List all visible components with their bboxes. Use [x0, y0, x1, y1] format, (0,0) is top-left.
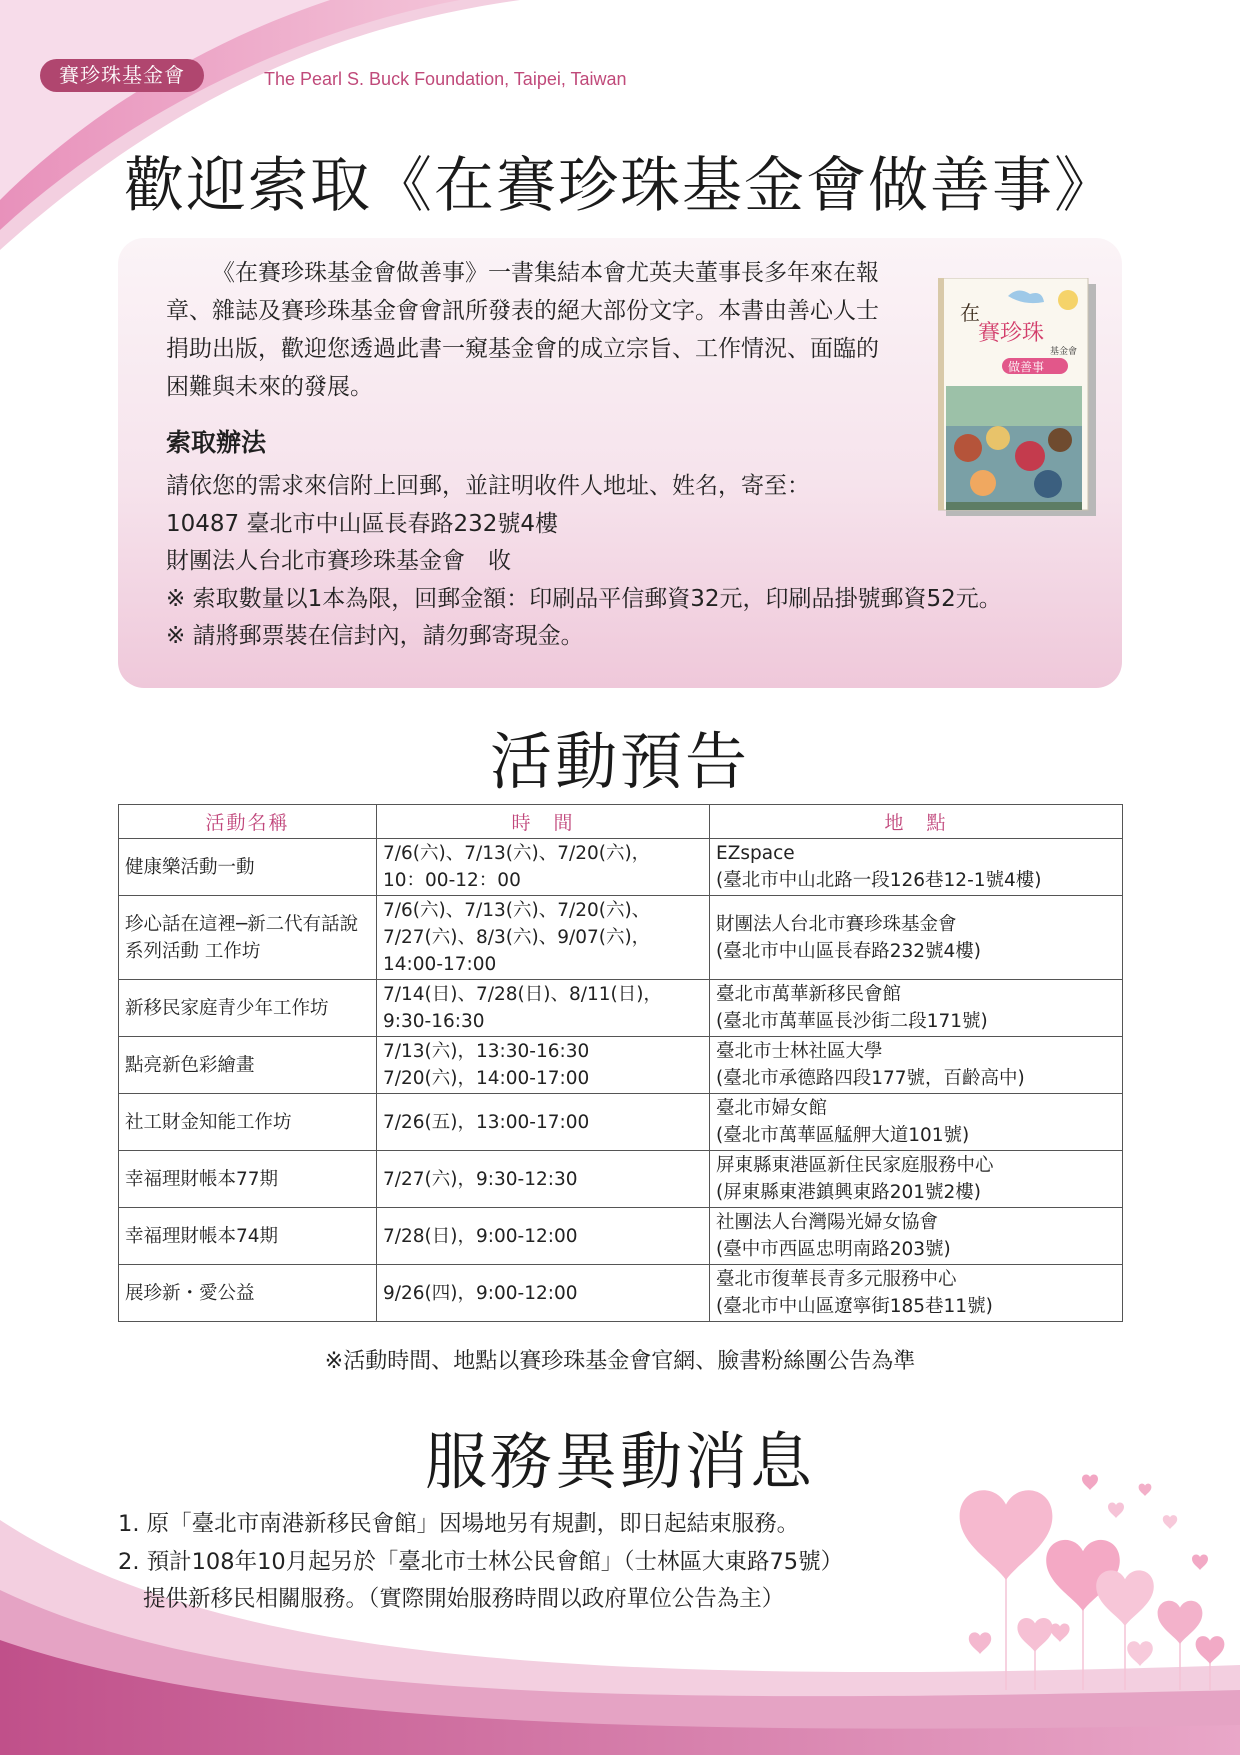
table-row [119, 1094, 1123, 1151]
event-time [377, 1037, 710, 1094]
event-time [377, 980, 710, 1037]
event-time [377, 1151, 710, 1208]
method-line: 請依您的需求來信附上回郵，並註明收件人地址、姓名，寄至： [166, 473, 810, 499]
column-header: 地 點 [710, 805, 1123, 839]
place-line: 臺北市婦女館 [716, 1098, 828, 1119]
place-line: (屏東縣東港鎮興東路201號2樓) [716, 1182, 982, 1203]
list-item: 1. 原「臺北市南港新移民會館」因場地另有規劃，即日起結束服務。 [118, 1511, 800, 1537]
method-line: ※ 請將郵票裝在信封內，請勿郵寄現金。 [166, 623, 584, 649]
place-line: (臺北市中山區長春路232號4樓) [716, 940, 982, 962]
event-place [710, 1037, 1123, 1094]
event-place [710, 1265, 1123, 1322]
event-place [710, 896, 1123, 980]
method-line: 財團法人台北市賽珍珠基金會 收 [166, 548, 511, 574]
place-line: 臺北市萬華新移民會館 [716, 984, 902, 1005]
method-line: ※ 索取數量以1本為限，回郵金額：印刷品平信郵資32元，印刷品掛號郵資52元。 [166, 585, 1002, 612]
book-title-main: 賽珍珠 [978, 321, 1045, 346]
place-line: (臺北市中山區遼寧街185巷11號) [716, 1296, 993, 1317]
events-section-title: 活動預告 [489, 725, 750, 798]
time-line: 9/26(四)，9:00-12:00 [383, 1282, 578, 1304]
event-place [710, 980, 1123, 1037]
table-row [119, 1208, 1123, 1265]
event-place [710, 839, 1123, 896]
place-line: (臺北市承德路四段177號，百齡高中) [716, 1068, 1025, 1089]
time-line: 7/6(六)、7/13(六)、7/20(六)， [383, 843, 651, 864]
time-line: 9:30-16:30 [383, 1011, 485, 1032]
event-name: 社工財金知能工作坊 [119, 1094, 377, 1151]
time-line: 7/13(六)，13:30-16:30 [383, 1041, 590, 1062]
table-row [119, 1151, 1123, 1208]
place-line: EZspace [716, 843, 795, 864]
column-header: 時 間 [377, 805, 710, 839]
book-title-char: 在 [960, 301, 980, 325]
event-time [377, 896, 710, 980]
event-name: 珍心話在這裡─新二代有話說系列活動 工作坊 [119, 896, 377, 980]
table-row [119, 839, 1123, 896]
event-name: 展珍新・愛公益 [119, 1265, 377, 1322]
org-badge: 賽珍珠基金會 [40, 59, 204, 92]
method-heading: 索取辦法 [166, 428, 267, 457]
time-line: 7/26(五)，13:00-17:00 [383, 1111, 590, 1133]
event-name: 健康樂活動一動 [119, 839, 377, 896]
time-line: 7/27(六)、8/3(六)、9/07(六)， [383, 927, 651, 948]
service-notice-list [118, 1506, 843, 1619]
event-place [710, 1208, 1123, 1265]
events-note: ※活動時間、地點以賽珍珠基金會官網、臉書粉絲團公告為準 [324, 1349, 916, 1374]
time-line: 7/28(日)，9:00-12:00 [383, 1225, 578, 1247]
event-name: 幸福理財帳本74期 [119, 1208, 377, 1265]
list-item: 提供新移民相關服務。（實際開始服務時間以政府單位公告為主） [143, 1586, 785, 1612]
place-line: (臺北市中山北路一段126巷12-1號4樓) [716, 870, 1042, 891]
table-row [119, 1037, 1123, 1094]
service-section-title: 服務異動消息 [424, 1425, 815, 1498]
place-line: (臺北市萬華區艋舺大道101號) [716, 1125, 970, 1146]
place-line: 屏東縣東港區新住民家庭服務中心 [716, 1155, 994, 1176]
event-name: 點亮新色彩繪畫 [119, 1037, 377, 1094]
hearts-decoration [940, 1460, 1240, 1690]
event-name: 新移民家庭青少年工作坊 [119, 980, 377, 1037]
place-line: 臺北市士林社區大學 [716, 1041, 883, 1062]
time-line: 7/6(六)、7/13(六)、7/20(六)、 [383, 900, 651, 921]
method-lines [166, 468, 1002, 656]
method-line: 10487 臺北市中山區長春路232號4樓 [166, 510, 559, 537]
time-line: 14:00-17:00 [383, 954, 497, 975]
page-title: 歡迎索取《在賽珍珠基金會做善事》 [124, 151, 1116, 221]
time-line: 7/27(六)，9:30-12:30 [383, 1168, 578, 1190]
table-row [119, 1265, 1123, 1322]
place-line: (臺北市萬華區長沙街二段171號) [716, 1011, 988, 1032]
event-time [377, 839, 710, 896]
place-line: 財團法人台北市賽珍珠基金會 [716, 913, 957, 935]
event-name: 幸福理財帳本77期 [119, 1151, 377, 1208]
table-row [119, 980, 1123, 1037]
time-line: 7/14(日)、7/28(日)、8/11(日)， [383, 984, 662, 1005]
time-line: 7/20(六)，14:00-17:00 [383, 1068, 590, 1089]
event-time [377, 1265, 710, 1322]
event-time [377, 1208, 710, 1265]
table-header-row [119, 805, 1123, 839]
book-title-badge: 做善事 [1008, 360, 1045, 374]
events-table [118, 804, 1123, 1322]
table-row [119, 896, 1123, 980]
event-time [377, 1094, 710, 1151]
time-line: 10：00-12：00 [383, 870, 521, 891]
event-place [710, 1094, 1123, 1151]
book-title-sub: 基金會 [1050, 347, 1078, 357]
book-cover-image [938, 278, 1098, 518]
event-place [710, 1151, 1123, 1208]
place-line: 臺北市復華長青多元服務中心 [716, 1269, 957, 1290]
column-header: 活動名稱 [119, 805, 377, 839]
org-english-name: The Pearl S. Buck Foundation, Taipei, Taiwan [264, 69, 627, 89]
place-line: 社團法人台灣陽光婦女協會 [716, 1212, 939, 1233]
place-line: (臺中市西區忠明南路203號) [716, 1239, 951, 1260]
book-intro-text: 《在賽珍珠基金會做善事》一書集結本會尤英夫董事長多年來在報章、雜誌及賽珍珠基金會會訊所發表的絕大部份文字。本書由善心人士捐助出版，歡迎您透過此書一窺基金會的成立宗旨、工作情況、面臨的困難與未來的發展。 [166, 260, 879, 400]
list-item: 2. 預計108年10月起另於「臺北市士林公民會館」（士林區大東路75號） [118, 1548, 844, 1575]
